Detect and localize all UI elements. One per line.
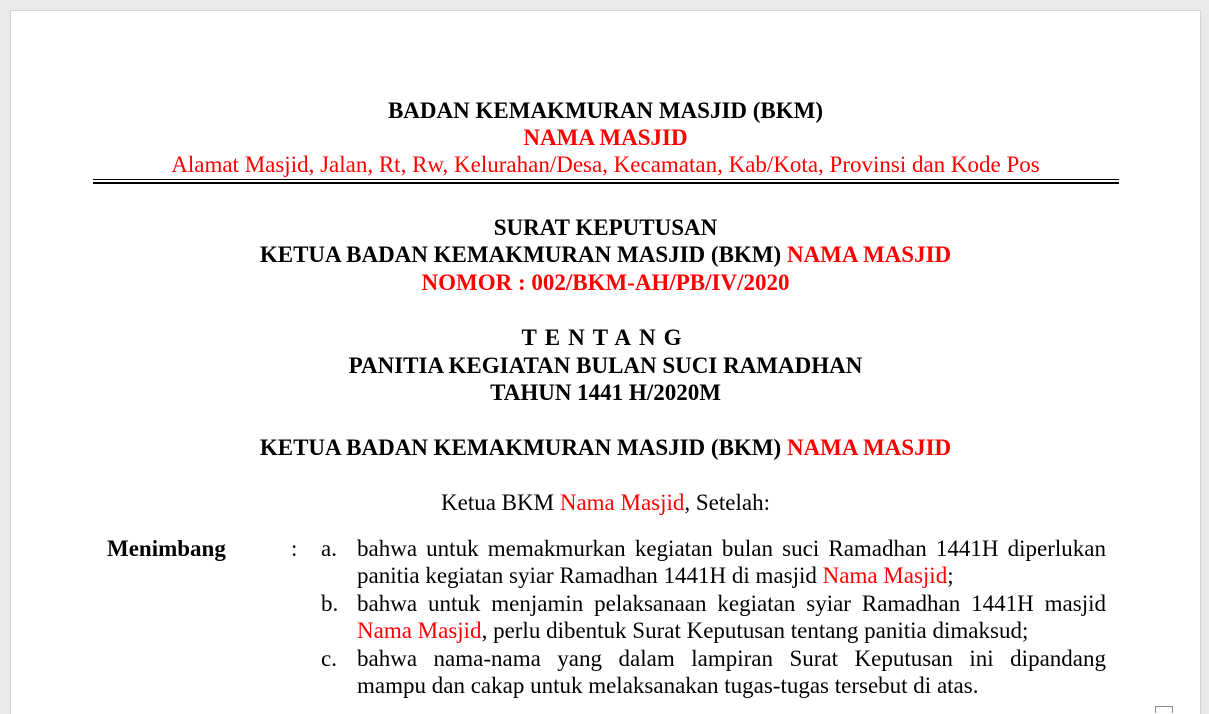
subject-committee: PANITIA KEGIATAN BULAN SUCI RAMADHAN [348, 353, 863, 378]
item-b-line2 [357, 617, 1106, 644]
decree-number: NOMOR : 002/BKM-AH/PB/IV/2020 [421, 270, 790, 295]
issuer-name: NAMA MASJID [786, 435, 952, 460]
item-a-letter: a. [321, 536, 337, 561]
considering-label: Menimbang [107, 536, 226, 561]
header-org: BADAN KEMAKMURAN MASJID (BKM) [387, 98, 824, 123]
issuer-prefix: KETUA BADAN KEMAKMURAN MASJID (BKM) [259, 435, 782, 460]
item-b-line1: bahwa untuk menjamin pelaksanaan kegiatan syiar Ramadhan 1441H masjid [357, 591, 1106, 616]
item-c-text [357, 645, 1106, 699]
preamble-suffix: , Setelah: [684, 490, 770, 515]
decree-chair-line [11, 241, 1200, 268]
decree-chair-prefix: KETUA BADAN KEMAKMURAN MASJID (BKM) [259, 242, 782, 267]
header-rule-thick [93, 182, 1119, 184]
issuer-line [11, 434, 1200, 461]
header-mosque-name: NAMA MASJID [523, 125, 688, 150]
decree-title: SURAT KEPUTUSAN [493, 215, 718, 240]
view-layout-icon[interactable] [1155, 706, 1173, 713]
considering-colon: : [291, 536, 298, 561]
subject-about: TENTANG [521, 325, 690, 350]
document-page [10, 10, 1201, 714]
header-rule-thin [93, 179, 1119, 180]
item-a-line2-prefix: panitia kegiatan syiar Ramadhan 1441H di masjid [357, 563, 817, 588]
header-address: Alamat Masjid, Jalan, Rt, Rw, Kelurahan/Desa, Kecamatan, Kab/Kota, Provinsi dan Kode Pos [171, 152, 1040, 177]
item-b-letter: b. [321, 591, 339, 616]
item-a-line1: bahwa untuk memakmurkan kegiatan bulan suci Ramadhan 1441H diperlukan [357, 536, 1106, 561]
item-a-line2-suffix: ; [947, 563, 954, 588]
item-c-letter: c. [321, 646, 337, 671]
preamble-prefix: Ketua BKM [441, 490, 555, 515]
item-b-text [357, 590, 1106, 644]
item-c-line1: bahwa nama-nama yang dalam lampiran Surat Keputusan ini dipandang [357, 646, 1106, 671]
preamble-name: Nama Masjid [559, 490, 685, 515]
item-a-line2-name: Nama Masjid [822, 563, 948, 588]
item-a-line2 [357, 562, 1106, 589]
item-c-line2: mampu dan cakap untuk melaksanakan tugas-tugas tersebut di atas. [357, 673, 979, 698]
subject-year: TAHUN 1441 H/2020M [490, 380, 721, 405]
preamble-line [11, 489, 1200, 516]
decree-chair-name: NAMA MASJID [786, 242, 952, 267]
item-b-line2-name: Nama Masjid [357, 618, 482, 643]
item-b-line2-suffix: , perlu dibentuk Surat Keputusan tentang panitia dimaksud; [481, 618, 1029, 643]
item-a-text [357, 535, 1106, 589]
